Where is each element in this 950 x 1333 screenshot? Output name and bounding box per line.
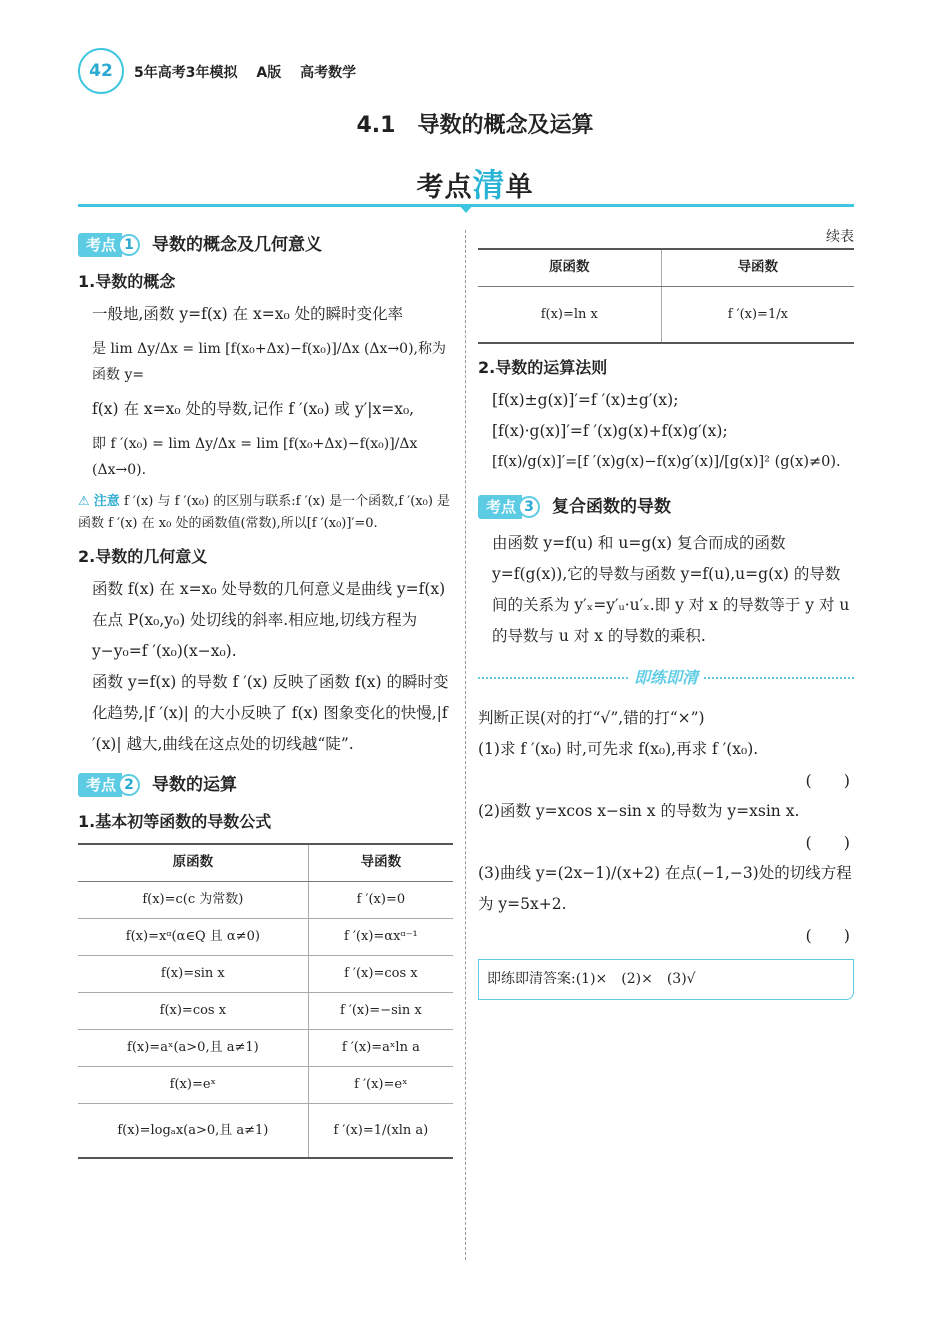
table-row [78, 992, 453, 1029]
table-row [78, 1029, 453, 1066]
table-row [78, 918, 453, 955]
subheading-derivative-concept: 1.导数的概念 [78, 272, 176, 291]
table-cell: f(x)=xᵅ(α∈Q 且 α≠0) [78, 918, 308, 955]
continued-table-label: 续表 [826, 229, 854, 245]
dotted-line [478, 677, 628, 679]
table-cell: f(x)=aˣ(a>0,且 a≠1) [78, 1029, 308, 1066]
paragraph-concept-4: 即 f ′(x₀) = lim Δy/Δx = lim [f(x₀+Δx)−f(x₀)]/Δx (Δx→0). [92, 436, 418, 478]
paragraph-concept-2: 是 lim Δy/Δx = lim [f(x₀+Δx)−f(x₀)]/Δx (Δx→0),称为函数 y= [92, 341, 446, 383]
banner-part3: 单 [505, 172, 534, 203]
table-cell: f(x)=ln x [540, 306, 598, 322]
paragraph-geometric-1: 函数 f(x) 在 x=x₀ 处导数的几何意义是曲线 y=f(x) 在点 P(x₀,y₀) 处切线的斜率.相应地,切线方程为 y−y₀=f ′(x₀)(x−x₀). [92, 580, 446, 660]
table-row [478, 286, 854, 342]
practice-title: 即练即清 [634, 668, 699, 687]
column-header-derivative: 导函数 [661, 250, 854, 286]
left-column [78, 226, 453, 1159]
table-cell: f(x)=eˣ [78, 1066, 308, 1103]
kaodian-1-heading [78, 230, 453, 260]
table-cell: f(x)=c(c 为常数) [78, 881, 308, 918]
kaodian-2-heading [78, 770, 453, 800]
page-number-badge: 42 [78, 48, 124, 94]
subheading-geometric-meaning: 2.导数的几何意义 [78, 547, 208, 566]
table-cell: f ′(x)=1/(xln a) [308, 1103, 453, 1157]
banner-title [0, 160, 950, 206]
table-cell: f(x)=cos x [78, 992, 308, 1029]
kaodian-number: 1 [118, 234, 140, 256]
answer-blank: ( ) [805, 771, 850, 790]
table-row [78, 1066, 453, 1103]
kaodian-tag: 考点 [78, 233, 122, 257]
paragraph-concept-3: f(x) 在 x=x₀ 处的导数,记作 f ′(x₀) 或 y′|x=x₀, [92, 400, 415, 418]
practice-intro: 判断正误(对的打“√”,错的打“×”) [478, 709, 705, 727]
note-label: 注意 [93, 494, 120, 509]
rule-product: [f(x)·g(x)]′=f ′(x)g(x)+f(x)g′(x); [492, 422, 728, 440]
right-column [478, 226, 854, 1000]
warning-icon: ⚠ [78, 494, 90, 509]
section-title: 4.1 导数的概念及运算 [356, 113, 594, 138]
banner-notch [458, 204, 474, 214]
table-cell: f ′(x)=−sin x [308, 992, 453, 1029]
table-cell: f ′(x)=αxᵅ⁻¹ [308, 918, 453, 955]
kaodian-number: 2 [118, 774, 140, 796]
table-cell: f ′(x)=1/x [661, 286, 854, 342]
banner-part2: 清 [472, 166, 506, 204]
paragraph-concept-1: 一般地,函数 y=f(x) 在 x=x₀ 处的瞬时变化率 [92, 305, 404, 323]
subheading-operation-rules: 2.导数的运算法则 [478, 358, 608, 377]
series-name: 5年高考3年模拟 [134, 65, 238, 81]
table-row [78, 955, 453, 992]
table-cell: f ′(x)=0 [308, 881, 453, 918]
table-cell: f ′(x)=eˣ [308, 1066, 453, 1103]
kaodian-title: 导数的概念及几何意义 [152, 234, 323, 255]
kaodian-title: 复合函数的导数 [552, 496, 672, 517]
subject-label: 高考数学 [300, 65, 357, 81]
note-box [78, 491, 453, 535]
rule-quotient: [f(x)/g(x)]′=[f ′(x)g(x)−f(x)g′(x)]/[g(x)]² (g(x)≠0). [492, 454, 841, 470]
continued-derivative-table [478, 248, 854, 344]
table-row [78, 1103, 453, 1157]
note-text: f ′(x) 与 f ′(x₀) 的区别与联系:f ′(x) 是一个函数,f ′(x₀) 是函数 f ′(x) 在 x₀ 处的函数值(常数),所以[f ′(x₀)]′=0. [78, 494, 451, 531]
edition-label: A版 [256, 65, 282, 81]
kaodian-title: 导数的运算 [152, 774, 238, 795]
kaodian-3-heading [478, 492, 854, 522]
table-cell: f(x)=logₐx(a>0,且 a≠1) [117, 1122, 269, 1138]
kaodian-number: 3 [518, 496, 540, 518]
answer-box: 即练即清答案:(1)× (2)× (3)√ [478, 959, 854, 1000]
column-divider [465, 230, 466, 1260]
question-3: (3)曲线 y=(2x−1)/(x+2) 在点(−1,−3)处的切线方程为 y=5x+2. [478, 864, 852, 913]
answer-blank: ( ) [805, 926, 850, 945]
table-header-row [78, 845, 453, 881]
table-header-row [478, 250, 854, 286]
table-row [78, 881, 453, 918]
column-header-original: 原函数 [78, 845, 308, 881]
column-header-derivative: 导函数 [308, 845, 453, 881]
column-header-original: 原函数 [478, 250, 661, 286]
paragraph-geometric-2: 函数 y=f(x) 的导数 f ′(x) 反映了函数 f(x) 的瞬时变化趋势,|f ′(x)| 的大小反映了 f(x) 图象变化的快慢,|f ′(x)| 越大,曲线在这点处的切线越“陡”. [92, 673, 449, 753]
derivative-table [78, 843, 453, 1159]
dotted-line [704, 677, 854, 679]
table-cell: f ′(x)=aˣln a [308, 1029, 453, 1066]
kaodian-tag: 考点 [78, 773, 122, 797]
kaodian-tag: 考点 [478, 495, 522, 519]
subheading-basic-formulas: 1.基本初等函数的导数公式 [78, 812, 272, 831]
table-cell: f ′(x)=cos x [308, 955, 453, 992]
table-cell: f(x)=sin x [78, 955, 308, 992]
header-text [134, 62, 370, 82]
answer-blank: ( ) [805, 833, 850, 852]
banner-part1: 考点 [416, 172, 473, 203]
question-2: (2)函数 y=xcos x−sin x 的导数为 y=xsin x. [478, 802, 800, 820]
question-1: (1)求 f ′(x₀) 时,可先求 f(x₀),再求 f ′(x₀). [478, 740, 759, 758]
paragraph-composite: 由函数 y=f(u) 和 u=g(x) 复合而成的函数 y=f(g(x)),它的导数与函数 y=f(u),u=g(x) 的导数间的关系为 y′ₓ=y′ᵤ·u′ₓ.即 y 对 x 的导数等于 y 对 u 的导数与 u 对 x 的导数的乘积. [492, 534, 850, 645]
rule-sum: [f(x)±g(x)]′=f ′(x)±g′(x); [492, 391, 679, 409]
practice-divider [478, 662, 854, 693]
